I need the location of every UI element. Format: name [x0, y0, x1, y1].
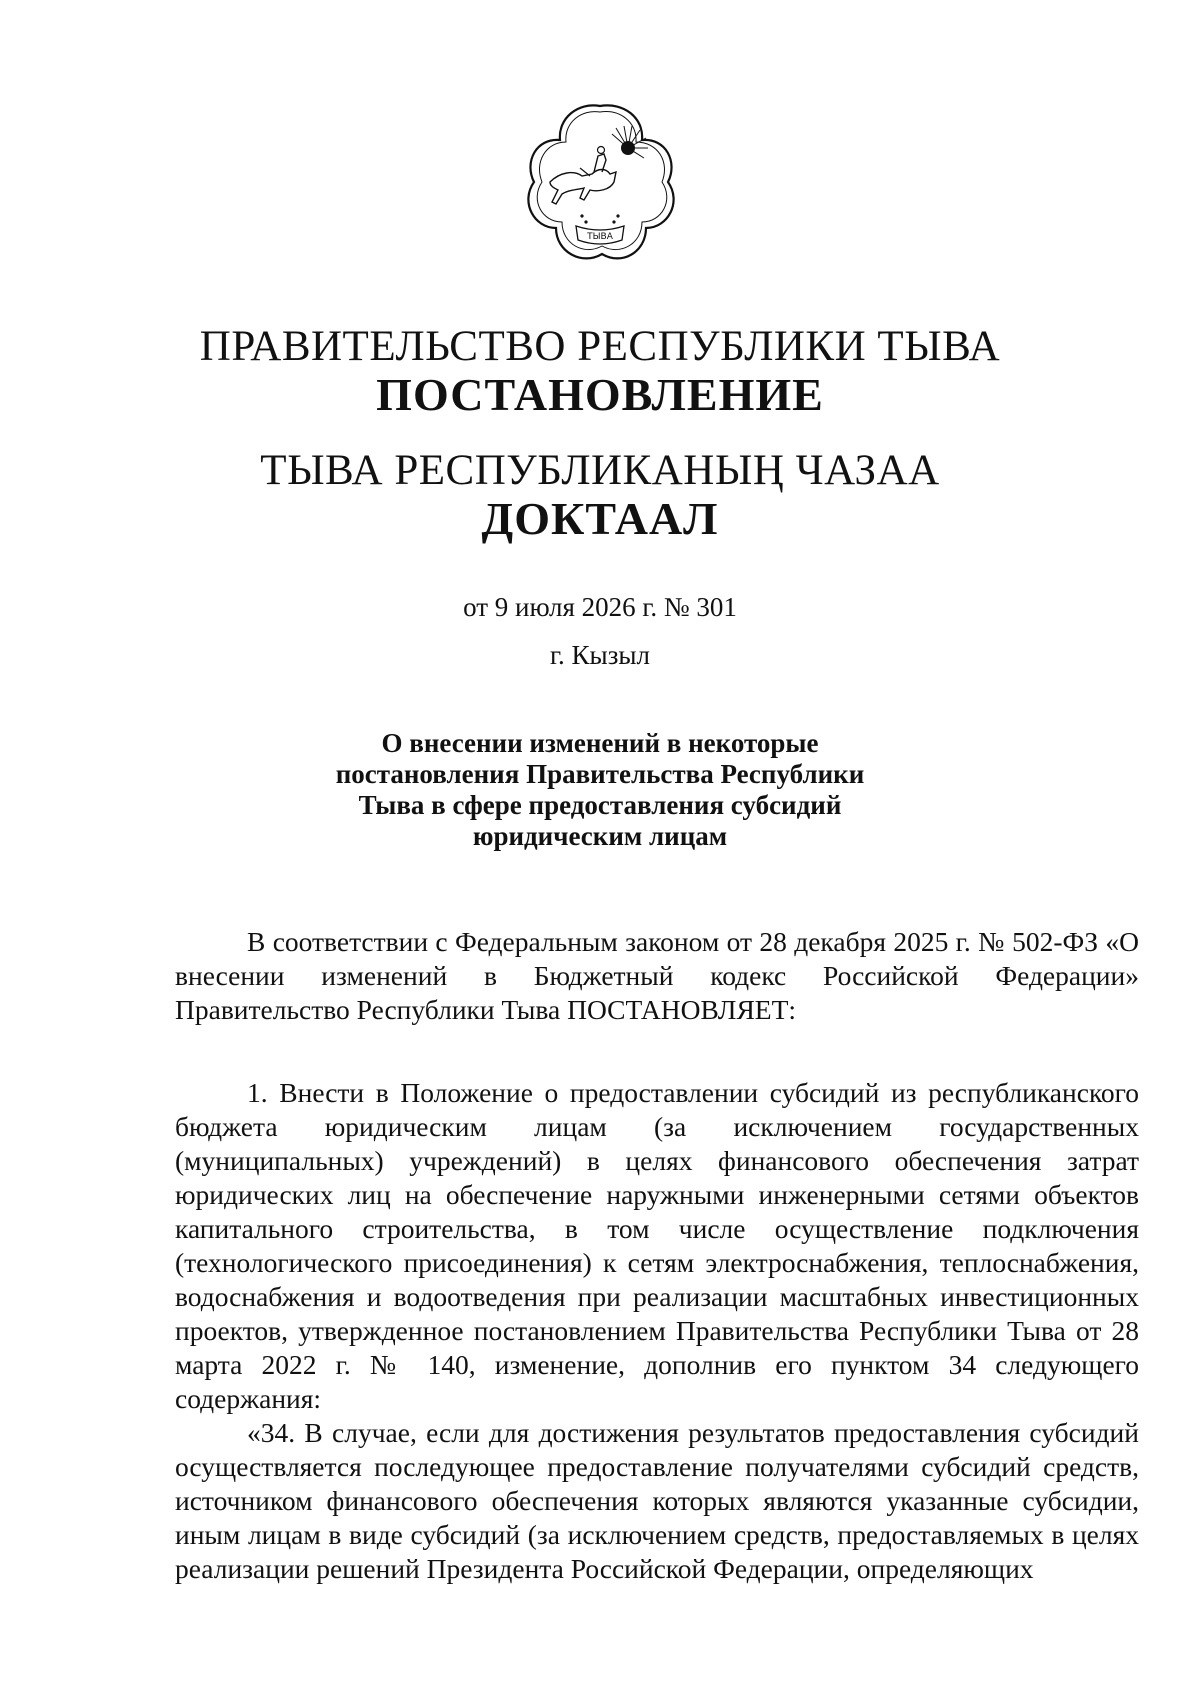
item-1-paragraph [175, 1076, 1139, 1586]
emblem-banner-text: ТЫВА [587, 232, 613, 242]
government-title-tv: ТЫВА РЕСПУБЛИКАНЫҢ ЧАЗАА [260, 447, 940, 494]
preamble-paragraph [175, 925, 1139, 1027]
document-date-number: от 9 июля 2026 г. № 301 [463, 592, 737, 622]
item-1-text: 1. Внести в Положение о предоставлении субсидий из республиканского бюджета юридическим лицам (за исключением государственных (муниципальных) учреждений) в целях финансового обеспечения затрат юридических лиц на обеспечение наружными инженерными сетями объектов капитального строительства, в том числе осуществление подключения (технологического присоединения) к сетям электроснабжения, теплоснабжения, водоснабжения и водоотведения при реализации масштабных инвестиционных проектов, утвержденное постановлением Правительства Республики Тыва от 28 марта 2022 г. № 140, изменение, дополнив его пунктом 34 следующего содержания: [175, 1077, 1139, 1414]
subject-line: О внесении изменений в некоторые [381, 728, 819, 758]
subject-line: постановления Правительства Республики [335, 759, 865, 789]
document-type-tv: ДОКТААЛ [481, 493, 719, 544]
preamble-text: В соответствии с Федеральным законом от 28 декабря 2025 г. № 502-ФЗ «О внесении изменений в Бюджетный кодекс Российской Федерации» Правительство Республики Тыва ПОСТАНОВЛЯЕТ: [175, 926, 1139, 1025]
item-34-text: «34. В случае, если для достижения результатов предоставления субсидий осуществляется последующее предоставление получателями субсидий средств, источником финансового обеспечения которых являются указанные субсидии, иным лицам в виде субсидий (за исключением средств, предоставляемых в целях реализации решений Президента Российской Федерации, определяющих [175, 1417, 1139, 1584]
document-subject [0, 728, 1200, 852]
document-type-ru: ПОСТАНОВЛЕНИЕ [376, 369, 824, 420]
subject-line: Тыва в сфере предоставления субсидий [358, 790, 842, 820]
document-city: г. Кызыл [550, 640, 650, 670]
coat-of-arms-icon [520, 98, 680, 268]
subject-line: юридическим лицам [472, 821, 728, 851]
government-title-ru: ПРАВИТЕЛЬСТВО РЕСПУБЛИКИ ТЫВА [199, 323, 1001, 370]
